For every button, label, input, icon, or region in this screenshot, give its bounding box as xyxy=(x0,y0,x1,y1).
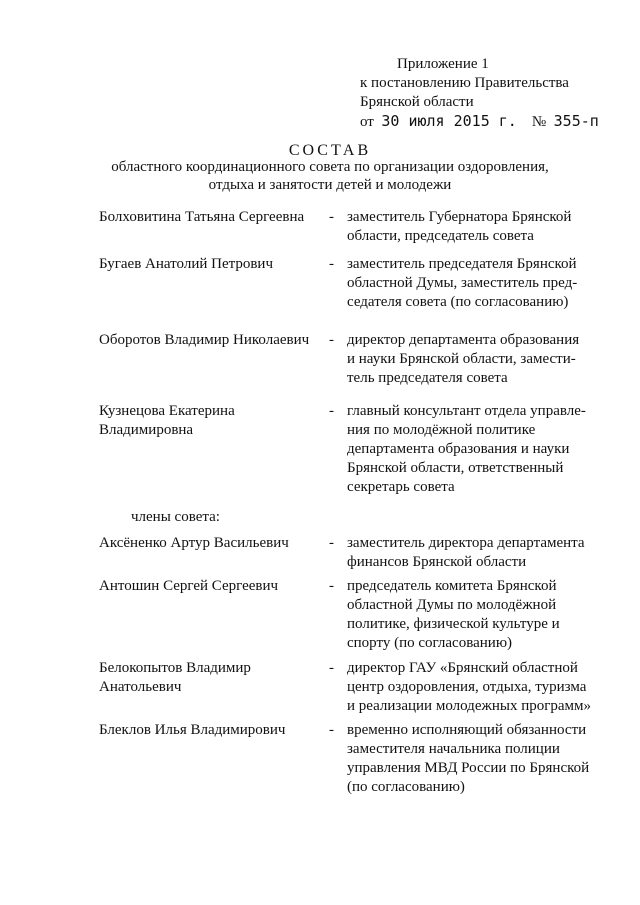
separator-dash: - xyxy=(329,722,334,738)
document-title: СОСТАВ xyxy=(288,142,372,159)
appendix-resolution-line: к постановлению Правительства xyxy=(360,75,569,91)
member-name: Болховитина Татьяна Сергеевна xyxy=(99,209,305,225)
member-role: председатель комитета Брянской областной Думы по молодёжной политике, физической культуре и спорту (по согласованию) xyxy=(347,578,560,651)
member-name: Блеклов Илья Владимирович xyxy=(99,722,286,738)
appendix-date-line xyxy=(360,112,599,132)
separator-dash: - xyxy=(329,256,334,272)
member-role: заместитель Губернатора Брянской области, председатель совета xyxy=(347,209,572,244)
subtitle-line: отдыха и занятости детей и молодежи xyxy=(208,177,452,193)
member-name: Антошин Сергей Сергеевич xyxy=(99,578,279,594)
separator-dash: - xyxy=(329,660,334,676)
separator-dash: - xyxy=(329,403,334,419)
member-role: директор ГАУ «Брянский областной центр оздоровления, отдыха, туризма и реализации молодежных программ» xyxy=(347,660,592,714)
appendix-number-value: 355-п xyxy=(553,112,599,130)
appendix-header xyxy=(360,55,599,132)
member-role: главный консультант отдела управле- ния по молодёжной политике департамента образования и науки Брянской области, ответственный секретарь совета xyxy=(347,403,586,495)
member-name: Аксёненко Артур Васильевич xyxy=(99,535,289,551)
appendix-number-prefix: № xyxy=(531,114,547,130)
member-role: временно исполняющий обязанности заместителя начальника полиции управления МВД России по Брянской (по согласованию) xyxy=(347,722,590,795)
member-role: заместитель председателя Брянской областной Думы, заместитель пред- седателя совета (по согласованию) xyxy=(347,256,578,310)
separator-dash: - xyxy=(329,535,334,551)
appendix-date-prefix: от xyxy=(360,114,374,130)
subtitle-line: областного координационного совета по организации оздоровления, xyxy=(111,159,549,175)
member-name: Кузнецова Екатерина Владимировна xyxy=(99,403,235,438)
appendix-date-value: 30 июля 2015 г. xyxy=(381,112,517,130)
member-role: директор департамента образования и науки Брянской области, замести- тель председателя совета xyxy=(347,332,580,386)
separator-dash: - xyxy=(329,332,334,348)
appendix-title: Приложение 1 xyxy=(397,56,489,72)
separator-dash: - xyxy=(329,578,334,594)
member-name: Бугаев Анатолий Петрович xyxy=(99,256,274,272)
separator-dash: - xyxy=(329,209,334,225)
members-section-label: члены совета: xyxy=(131,509,220,525)
document-subtitle xyxy=(100,158,560,194)
member-name: Оборотов Владимир Николаевич xyxy=(99,332,310,348)
appendix-region-line: Брянской области xyxy=(360,94,474,110)
member-role: заместитель директора департамента финансов Брянской области xyxy=(347,535,585,570)
member-name: Белокопытов Владимир Анатольевич xyxy=(99,660,251,695)
